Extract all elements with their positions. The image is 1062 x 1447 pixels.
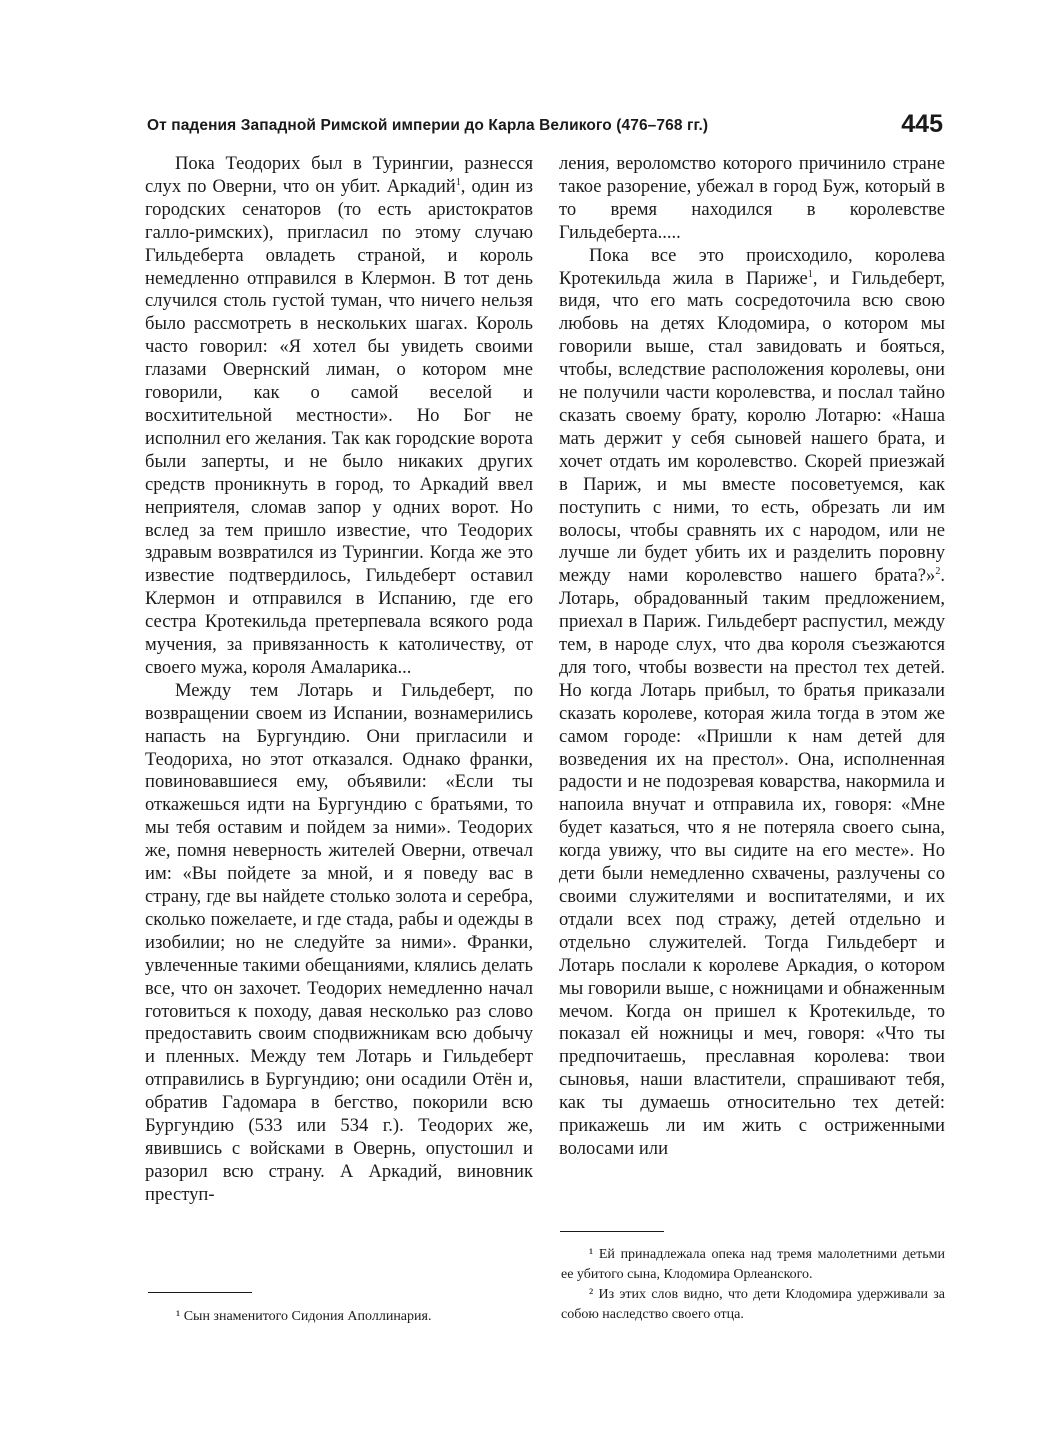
right-column	[559, 153, 945, 1161]
footnote: ² Из этих слов видно, что дети Клодомира удерживали за собою наследство своего отца.	[561, 1287, 945, 1322]
running-header	[147, 110, 945, 142]
paragraph-continuation: ления, вероломство которого причинило стране такое разорение, убежал в город Буж, который в то время находился в королевстве Гильдеберта.....	[559, 153, 945, 243]
footnote: ¹ Ей принадлежала опека над тремя малолетними детьми ее убитого сына, Клодомира Орлеанского.	[561, 1247, 945, 1282]
footnote-ref: 2	[935, 566, 941, 578]
footnotes-right	[561, 1245, 945, 1325]
paragraph-text: , один из городских сенаторов (то есть аристократов галло-римских), пригласил по этому случаю Гильдеберта овладеть страной, и король немедленно отправился в Клермон. В тот день случился столь густой туман, что ничего нельзя было рассмотреть в нескольких шагах. Король часто говорил: «Я хотел бы увидеть своими глазами Овернский лиман, о котором мне говорили, как о самой веселой и восхитительной местности». Но Бог не исполнил его желания. Так как городские ворота были заперты, и не было никаких других средств проникнуть в город, то Аркадий ввел неприятеля, сломав запор у одних ворот. Но вслед за тем пришло известие, что Теодорих здравым возвратился из Турингии. Когда же это известие подтвердилось, Гильдеберт оставил Клермон и отправился в Испанию, где его сестра Кротекильда претерпевала всякого рода мучения, за привязанность к католичеству, от своего мужа, короля Амаларика...	[145, 175, 533, 678]
paragraph-text: Пока Теодорих был в Турингии, разнесся слух по Оверни, что он убит. Аркадий	[145, 153, 533, 197]
paragraph	[559, 245, 945, 1161]
paragraph-text: , и Гильдеберт, видя, что его мать сосредоточила всю свою любовь на детях Клодомира, о котором мы говорили выше, стал завидовать и бояться, чтобы, вследствие расположения королевы, они не получили части королевства, и послал тайно сказать своему брату, королю Лотарю: «Наша мать держит у себя сыновей нашего брата, и хочет отдать им королевство. Скорей приезжай в Париж, и мы вместе посоветуемся, как поступить с ними, то есть, обрезать ли им волосы, чтобы сравнять их с народом, или не лучше ли будет убить их и разделить поровну между нами королевство нашего брата?»	[559, 267, 945, 587]
footnote-ref: 1	[807, 268, 813, 280]
footnote-divider	[560, 1231, 664, 1232]
running-header-title: От падения Западной Римской империи до Карла Великого (476–768 гг.)	[147, 117, 709, 134]
footnote: ¹ Сын знаменитого Сидония Аполлинария.	[176, 1309, 432, 1324]
footnote-divider	[148, 1292, 252, 1293]
paragraph	[145, 153, 533, 680]
footnote-ref: 1	[455, 176, 461, 188]
footnotes-left	[148, 1307, 536, 1327]
paragraph-text: Пока все это происходило, королева Кротекильда жила в Париже	[559, 244, 945, 289]
paragraph-text: . Лотарь, обрадованный таким предложением, приехал в Париж. Гильдеберт распустил, между тем, в народе слух, что два короля съезжаются для того, чтобы возвести на престол тех детей. Но когда Лотарь прибыл, то братья приказали сказать королеве, которая жила тогда в этом же самом городе: «Пришли к нам детей для возведения их на престол». Она, исполненная радости и не подозревая коварства, накормила и напоила внучат и отправила их, говоря: «Мне будет казаться, что я не потеряла своего сына, когда увижу, что вы сидите на его месте». Но дети были немедленно схвачены, разлучены со своими служителями и воспитателями, и их отдали всех под стражу, детей отдельно и отдельно служителей. Тогда Гильдеберт и Лотарь послали к королеве Аркадия, о котором мы говорили выше, с ножницами и обнаженным мечом. Когда он пришел к Кротекильде, то показал ей ножницы и меч, говоря: «Что ты предпочитаешь, преславная королева: твои сыновья, наши властители, спрашивают тебя, как ты думаешь относительно тех детей: прикажешь ли им жить с остриженными волосами или	[559, 565, 945, 1159]
page-number: 445	[901, 110, 943, 138]
paragraph: Между тем Лотарь и Гильдеберт, по возвращении своем из Испании, вознамерились напасть на Бургундию. Они пригласили и Теодориха, но этот отказался. Однако франки, повиновавшиеся ему, объявили: «Если ты откажешься идти на Бургундию с братьями, то мы тебя оставим и пойдем за ними». Теодорих же, помня неверность жителей Оверни, отвечал им: «Вы пойдете за мной, и я поведу вас в страну, где вы найдете столько золота и серебра, сколько пожелаете, и где стада, рабы и одежды в изобилии; но не следуйте за ними». Франки, увлеченные такими обещаниями, клялись делать все, что он захочет. Теодорих немедленно начал готовиться к походу, давая несколько раз слово предоставить своим сподвижникам всю добычу и пленных. Между тем Лотарь и Гильдеберт отправились в Бургундию; они осадили Отён и, обратив Гадомара в бегство, покорили всю Бургундию (533 или 534 г.). Теодорих же, явившись с войсками в Овернь, опустошил и разорил всю страну. А Аркадий, виновник преступ-	[145, 679, 533, 1205]
left-column	[145, 153, 533, 1207]
